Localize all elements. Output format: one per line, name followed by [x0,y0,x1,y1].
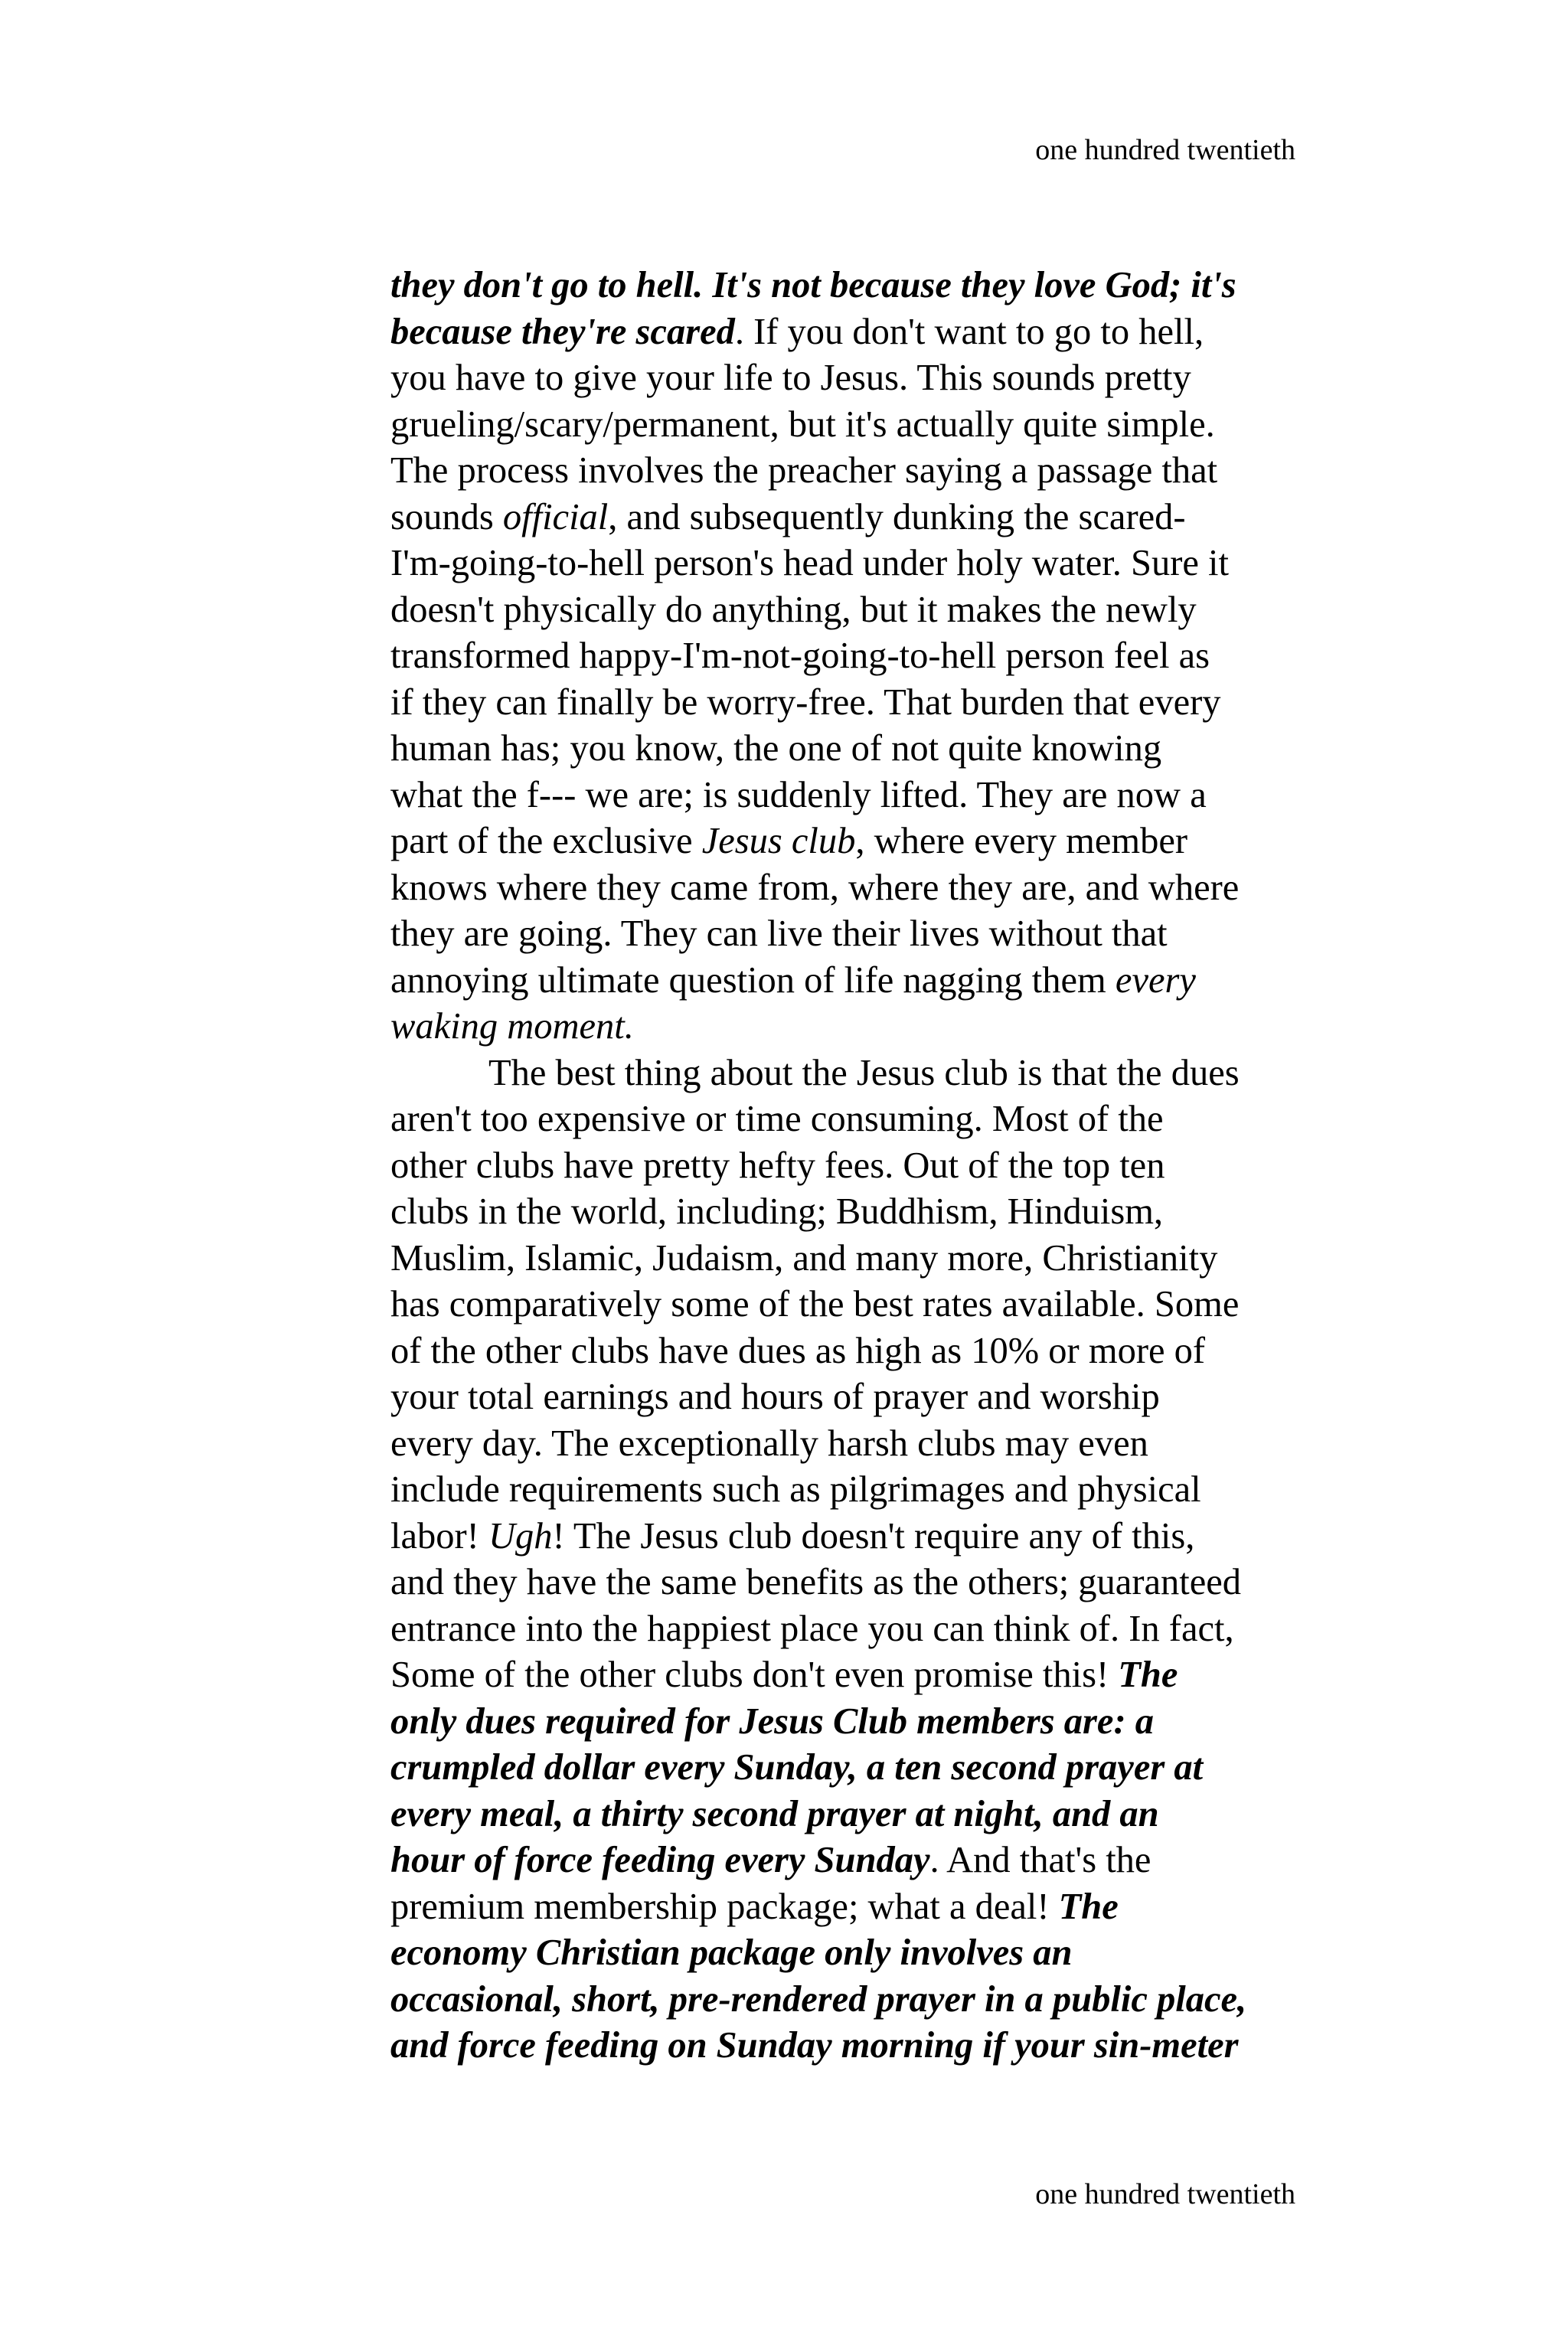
text-line [390,1606,1302,1653]
text-segment: has comparatively some of the best rates available. Some [390,1284,1240,1325]
text-segment: occasional, short, pre-rendered prayer in a public place, [390,1978,1247,2020]
text-segment: . If you don't want to go to hell, [734,311,1204,352]
text-line [390,1096,1302,1143]
text-segment: entrance into the happiest place you can think of. In fact, [390,1608,1234,1649]
text-segment: part of the exclusive [390,821,702,861]
text-line [390,1652,1302,1699]
text-line [390,1328,1302,1375]
text-segment: hour of force feeding every Sunday [390,1840,930,1880]
text-segment: aren't too expensive or time consuming. Most of the [390,1099,1164,1139]
text-segment: official [502,496,609,537]
text-segment: every [1115,959,1196,1001]
text-segment: . And that's the [929,1840,1152,1880]
text-segment: Some of the other clubs don't even promise this! [390,1655,1119,1695]
text-segment: of the other clubs have dues as high as 10% or more of [390,1330,1206,1371]
text-line [390,1838,1302,1884]
text-segment: , and subsequently dunking the scared- [608,496,1186,537]
body-text [390,263,1302,2069]
text-line [390,958,1302,1004]
text-segment: human has; you know, the one of not quite knowing [390,728,1162,769]
text-segment: economy Christian package only involves an [390,1932,1073,1973]
text-line [390,865,1302,912]
text-line [390,541,1302,587]
text-line [390,1236,1302,1282]
text-segment: and force feeding on Sunday morning if your sin-meter [390,2025,1239,2066]
text-segment: and they have the same benefits as the others; guaranteed [390,1562,1242,1602]
text-line [390,1560,1302,1606]
text-line [390,1143,1302,1190]
text-segment: they are going. They can live their lives without that [390,913,1168,954]
text-line [390,1421,1302,1468]
text-line [390,1745,1302,1792]
text-segment: premium membership package; what a deal! [390,1886,1059,1927]
text-segment: Jesus club [701,821,856,861]
text-segment: The process involves the preacher saying a passage that [390,450,1218,491]
text-line [390,587,1302,634]
text-segment: grueling/scary/permanent, but it's actually quite simple. [390,403,1215,445]
text-segment: , where every member [855,821,1187,861]
text-segment: The [1058,1886,1119,1927]
text-line [390,1514,1302,1560]
text-segment: The [1118,1655,1178,1695]
text-segment: knows where they came from, where they are, and where [390,867,1240,908]
text-line [390,1884,1302,1931]
text-line [390,355,1302,402]
text-line [390,680,1302,727]
running-head-bottom: one hundred twentieth [1035,2178,1295,2210]
text-line [390,726,1302,773]
text-line [390,263,1302,309]
text-line [390,1699,1302,1746]
text-line [390,1282,1302,1328]
text-line [390,448,1302,495]
running-head-top: one hundred twentieth [1035,134,1295,166]
text-line [390,1467,1302,1514]
text-segment: other clubs have pretty hefty fees. Out of the top ten [390,1145,1165,1186]
text-line [390,818,1302,865]
text-segment: labor! [390,1515,488,1557]
text-line [390,1050,1302,1097]
text-line [390,1792,1302,1838]
text-segment: I'm-going-to-hell person's head under holy water. Sure it [390,543,1229,583]
text-segment: if they can finally be worry-free. That burden that every [390,681,1221,723]
text-segment: they don't go to hell. It's not because they love God; it's [390,265,1236,305]
text-segment: include requirements such as pilgrimages and physical [390,1469,1201,1510]
text-line [390,309,1302,356]
text-line [390,1004,1302,1050]
text-line [390,911,1302,958]
text-line [390,1930,1302,1977]
text-line [390,633,1302,680]
text-segment: your total earnings and hours of prayer and worship [390,1377,1160,1417]
text-segment: Muslim, Islamic, Judaism, and many more, Christianity [390,1237,1218,1279]
text-segment: doesn't physically do anything, but it makes the newly [390,589,1197,630]
text-segment: annoying ultimate question of life nagging them [390,959,1116,1001]
text-segment: transformed happy-I'm-not-going-to-hell person feel as [390,635,1210,676]
text-segment: every day. The exceptionally harsh clubs may even [390,1423,1148,1464]
text-segment: Ugh [488,1515,553,1557]
text-line [390,495,1302,541]
text-segment: what the f--- we are; is suddenly lifted. They are now a [390,774,1207,815]
text-segment: ! The Jesus club doesn't require any of this, [552,1515,1195,1557]
text-segment: only dues required for Jesus Club members are: a [390,1700,1154,1742]
text-segment: because they're scared [390,311,735,352]
text-line [390,1189,1302,1236]
text-segment: clubs in the world, including; Buddhism, Hinduism, [390,1191,1164,1232]
text-line [390,773,1302,819]
text-segment: waking moment. [390,1006,634,1047]
text-segment: crumpled dollar every Sunday, a ten second prayer at [390,1747,1204,1788]
text-line [390,1977,1302,2024]
text-segment: every meal, a thirty second prayer at night, and an [390,1793,1159,1834]
text-line [390,2023,1302,2069]
text-segment: you have to give your life to Jesus. This sounds pretty [390,358,1191,398]
text-segment: sounds [390,496,503,537]
text-line [390,1374,1302,1421]
text-segment: The best thing about the Jesus club is that the dues [488,1052,1240,1093]
text-line [390,402,1302,449]
